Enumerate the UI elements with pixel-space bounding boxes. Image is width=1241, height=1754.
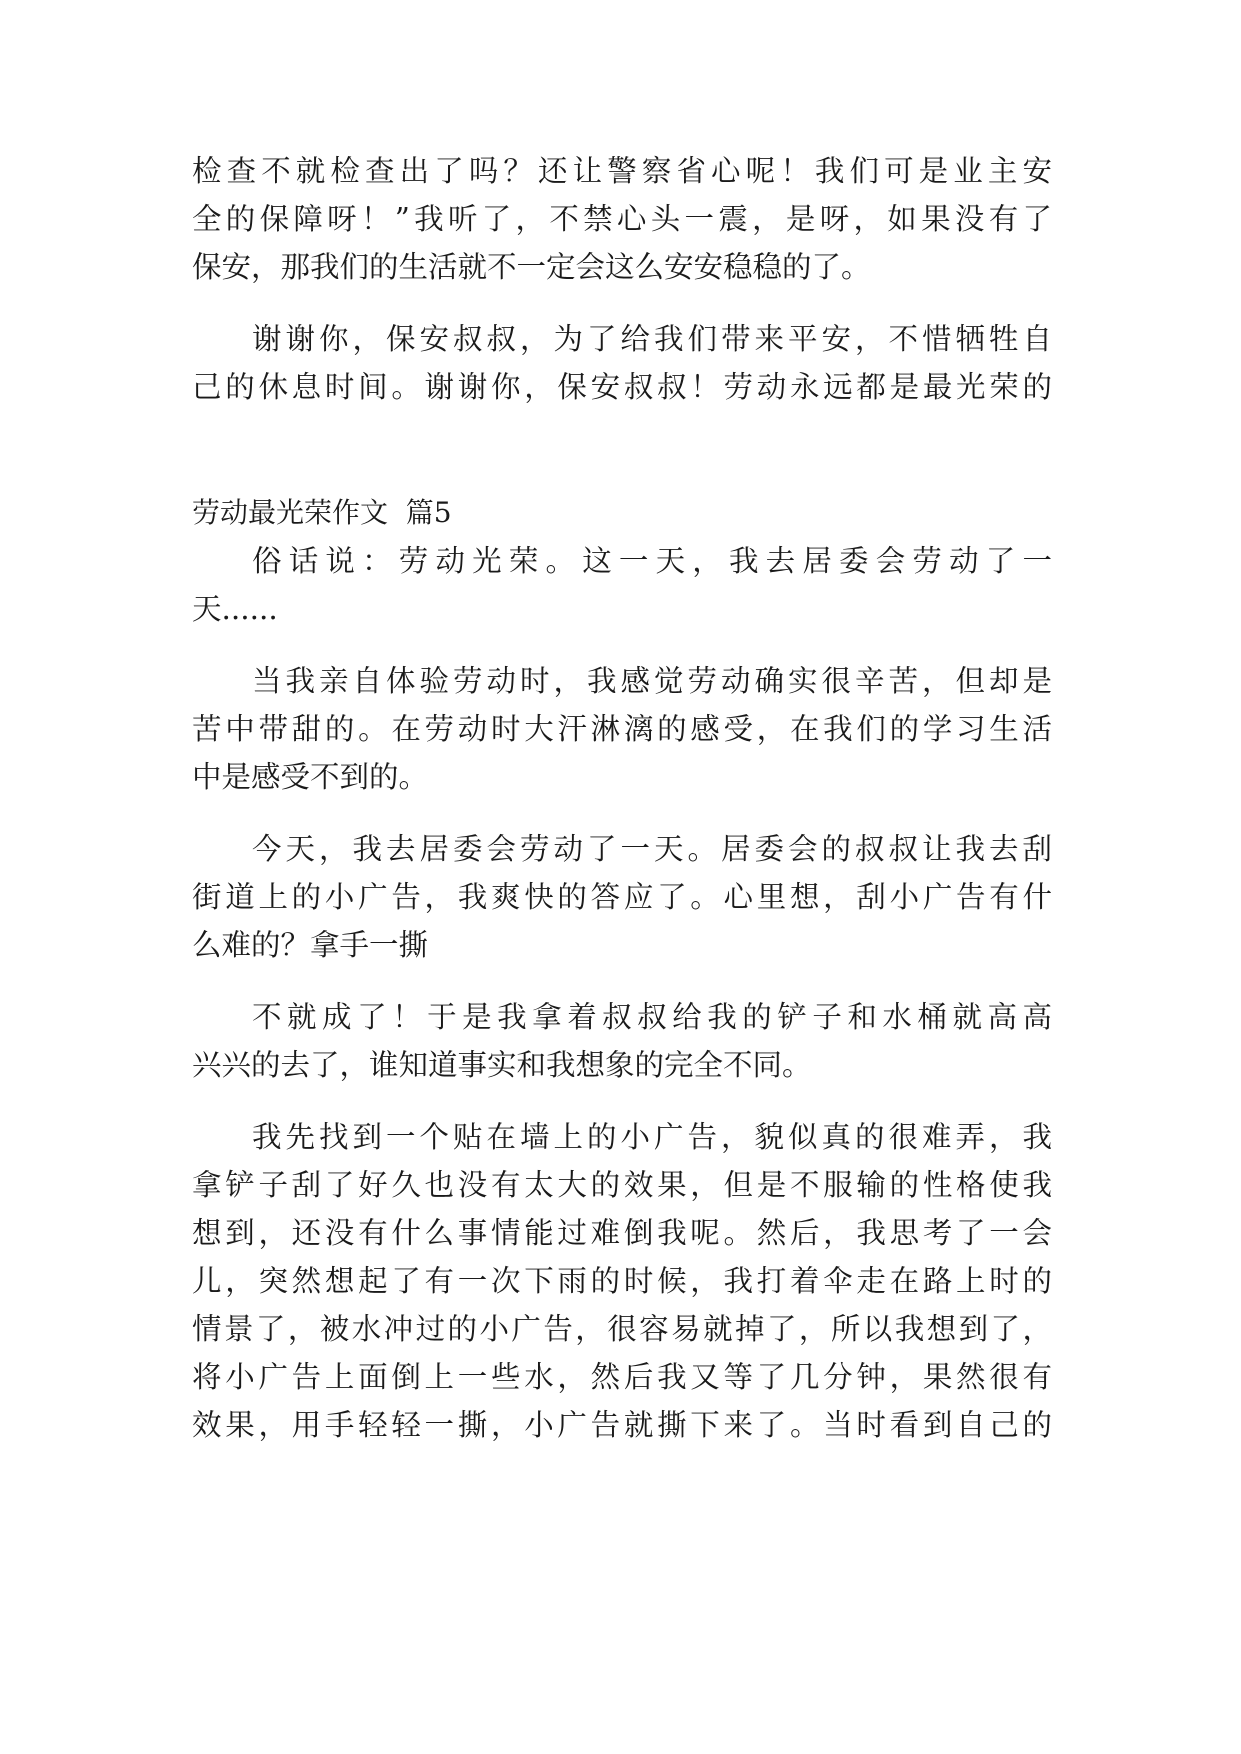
paragraph-first-line: 不就成了！于是我拿着叔叔给我的铲子和水桶就高高 [252,1000,1052,1034]
paragraph-first-line: 当我亲自体验劳动时，我感觉劳动确实很辛苦，但却是 [252,664,1052,698]
text-line: 将小广告上面倒上一些水，然后我又等了几分钟，果然很有 [192,1360,1052,1394]
text-line: 苦中带甜的。在劳动时大汗淋漓的感受，在我们的学习生活 [192,712,1052,746]
text-line: 保安，那我们的生活就不一定会这么安安稳稳的了。 [192,250,871,284]
paragraph-first-line: 俗话说：劳动光荣。这一天，我去居委会劳动了一 [252,544,1052,578]
text-line: 么难的？拿手一撕 [192,928,429,962]
paragraph-first-line: 今天，我去居委会劳动了一天。居委会的叔叔让我去刮 [252,832,1052,866]
text-line: 情景了，被水冲过的小广告，很容易就掉了，所以我想到了， [192,1312,1052,1346]
paragraph-first-line: 谢谢你，保安叔叔，为了给我们带来平安，不惜牺牲自 [252,322,1052,356]
section-heading: 劳动最光荣作文 篇5 [192,496,452,529]
text-line: 想到，还没有什么事情能过难倒我呢。然后，我思考了一会 [192,1216,1052,1250]
paragraph-first-line: 我先找到一个贴在墙上的小广告，貌似真的很难弄，我 [252,1120,1052,1154]
text-line: 街道上的小广告，我爽快的答应了。心里想，刮小广告有什 [192,880,1052,914]
text-line: 拿铲子刮了好久也没有太大的效果，但是不服输的性格使我 [192,1168,1052,1202]
text-line: 中是感受不到的。 [192,760,429,794]
text-line: 兴兴的去了，谁知道事实和我想象的完全不同。 [192,1048,812,1082]
text-line: 效果，用手轻轻一撕，小广告就撕下来了。当时看到自己的 [192,1408,1052,1442]
text-line: 全的保障呀！”我听了，不禁心头一震，是呀，如果没有了 [192,202,1052,236]
text-line: 儿，突然想起了有一次下雨的时候，我打着伞走在路上时的 [192,1264,1052,1298]
text-line: 天...... [192,592,278,626]
text-line: 己的休息时间。谢谢你，保安叔叔！劳动永远都是最光荣的 [192,370,1052,404]
text-line: 检查不就检查出了吗？还让警察省心呢！我们可是业主安 [192,154,1052,188]
